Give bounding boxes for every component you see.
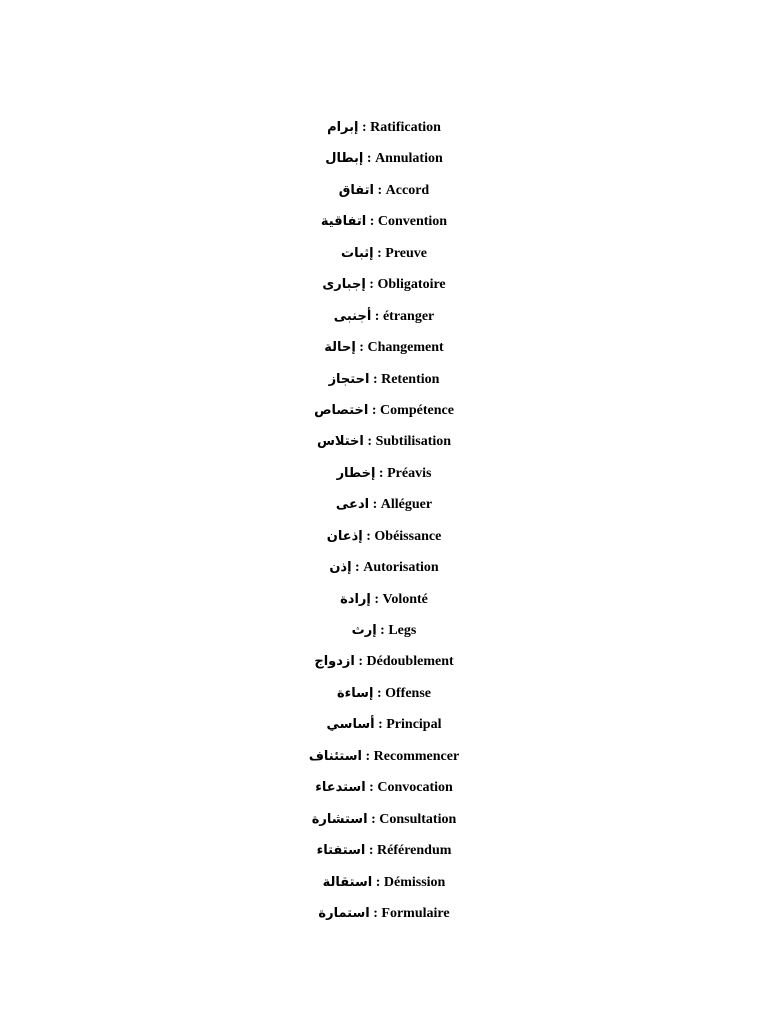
french-term: Autorisation [363, 560, 439, 576]
separator: : [380, 623, 385, 638]
arabic-term: استمارة [318, 905, 370, 921]
arabic-term: اتفاقية [320, 214, 367, 230]
arabic-term: إرث [351, 623, 377, 638]
french-term: étranger [382, 308, 435, 324]
glossary-entry [0, 243, 768, 274]
separator: : [378, 717, 383, 733]
separator: : [359, 340, 364, 356]
french-term: Annulation [375, 151, 443, 167]
glossary-entry [0, 180, 768, 211]
separator: : [377, 182, 383, 198]
separator: : [366, 528, 371, 544]
french-term: Principal [386, 717, 442, 733]
separator: : [373, 905, 378, 921]
separator: : [372, 497, 378, 513]
french-term: Référendum [377, 843, 452, 859]
french-term: Retention [381, 371, 440, 387]
glossary-entry [0, 211, 768, 242]
french-term: Volonté [382, 591, 428, 607]
glossary-entry [0, 872, 768, 903]
separator: : [358, 654, 364, 670]
separator: : [367, 434, 373, 450]
glossary-entry [0, 589, 768, 620]
arabic-term: إساءة [336, 685, 374, 701]
french-term: Offense [385, 685, 431, 701]
separator: : [369, 780, 374, 796]
glossary-entry [0, 714, 768, 745]
glossary-list [0, 117, 768, 934]
arabic-term: إثبات [341, 245, 374, 261]
arabic-term: إخطار [336, 465, 376, 481]
separator: : [361, 120, 367, 135]
french-term: Recommencer [373, 748, 460, 764]
glossary-entry [0, 903, 768, 934]
separator: : [366, 151, 372, 167]
french-term: Changement [367, 340, 444, 356]
separator: : [355, 560, 360, 576]
arabic-term: إرادة [340, 591, 371, 607]
french-term: Obligatoire [377, 277, 446, 293]
arabic-term: اختصاص [314, 402, 369, 418]
french-term: Obéissance [374, 528, 442, 544]
separator: : [369, 214, 375, 230]
arabic-term: اختلاس [316, 434, 364, 450]
separator: : [371, 402, 377, 418]
french-term: Convocation [377, 780, 453, 796]
glossary-entry [0, 494, 768, 525]
glossary-entry [0, 746, 768, 777]
glossary-entry [0, 306, 768, 337]
french-term: Ratification [370, 120, 441, 135]
arabic-term: إحالة [324, 340, 356, 356]
glossary-entry [0, 651, 768, 682]
glossary-entry [0, 148, 768, 179]
arabic-term: استئناف [308, 748, 362, 764]
glossary-entry [0, 463, 768, 494]
arabic-term: احتجاز [328, 371, 370, 387]
glossary-entry [0, 620, 768, 651]
arabic-term: أساسي [326, 717, 375, 733]
separator: : [377, 245, 382, 261]
separator: : [365, 748, 371, 764]
separator: : [372, 371, 378, 387]
separator: : [378, 465, 384, 481]
arabic-term: إجبارى [322, 277, 366, 293]
french-term: Alléguer [380, 497, 433, 513]
arabic-term: ازدواج [314, 654, 355, 670]
french-term: Démission [383, 874, 446, 890]
glossary-entry [0, 809, 768, 840]
glossary-entry [0, 557, 768, 588]
glossary-entry [0, 683, 768, 714]
arabic-term: استدعاء [315, 780, 366, 796]
arabic-term: ادعى [335, 497, 370, 513]
arabic-term: إبرام [327, 120, 359, 135]
french-term: Accord [385, 182, 430, 198]
arabic-term: إذن [329, 560, 352, 576]
arabic-term: استفتاء [316, 843, 366, 859]
separator: : [368, 843, 374, 859]
french-term: Legs [388, 623, 417, 638]
glossary-entry [0, 337, 768, 368]
separator: : [374, 308, 380, 324]
french-term: Préavis [387, 465, 432, 481]
glossary-entry [0, 369, 768, 400]
separator: : [376, 685, 382, 701]
glossary-entry [0, 840, 768, 871]
french-term: Convention [377, 214, 448, 230]
french-term: Consultation [379, 811, 457, 827]
french-term: Preuve [385, 245, 427, 261]
glossary-entry [0, 117, 768, 148]
arabic-term: إذعان [326, 528, 363, 544]
glossary-entry [0, 777, 768, 808]
french-term: Formulaire [381, 905, 450, 921]
french-term: Compétence [380, 402, 454, 418]
french-term: Subtilisation [375, 434, 452, 450]
separator: : [369, 277, 374, 293]
glossary-entry [0, 400, 768, 431]
separator: : [371, 811, 376, 827]
arabic-term: استقالة [322, 874, 373, 890]
arabic-term: استشارة [311, 811, 368, 827]
arabic-term: اتفاق [338, 182, 374, 198]
arabic-term: إبطال [325, 151, 364, 167]
glossary-entry [0, 431, 768, 462]
french-term: Dédoublement [366, 654, 454, 670]
arabic-term: أجنبى [333, 308, 372, 324]
glossary-entry [0, 526, 768, 557]
glossary-entry [0, 274, 768, 305]
separator: : [375, 874, 381, 890]
separator: : [374, 591, 380, 607]
